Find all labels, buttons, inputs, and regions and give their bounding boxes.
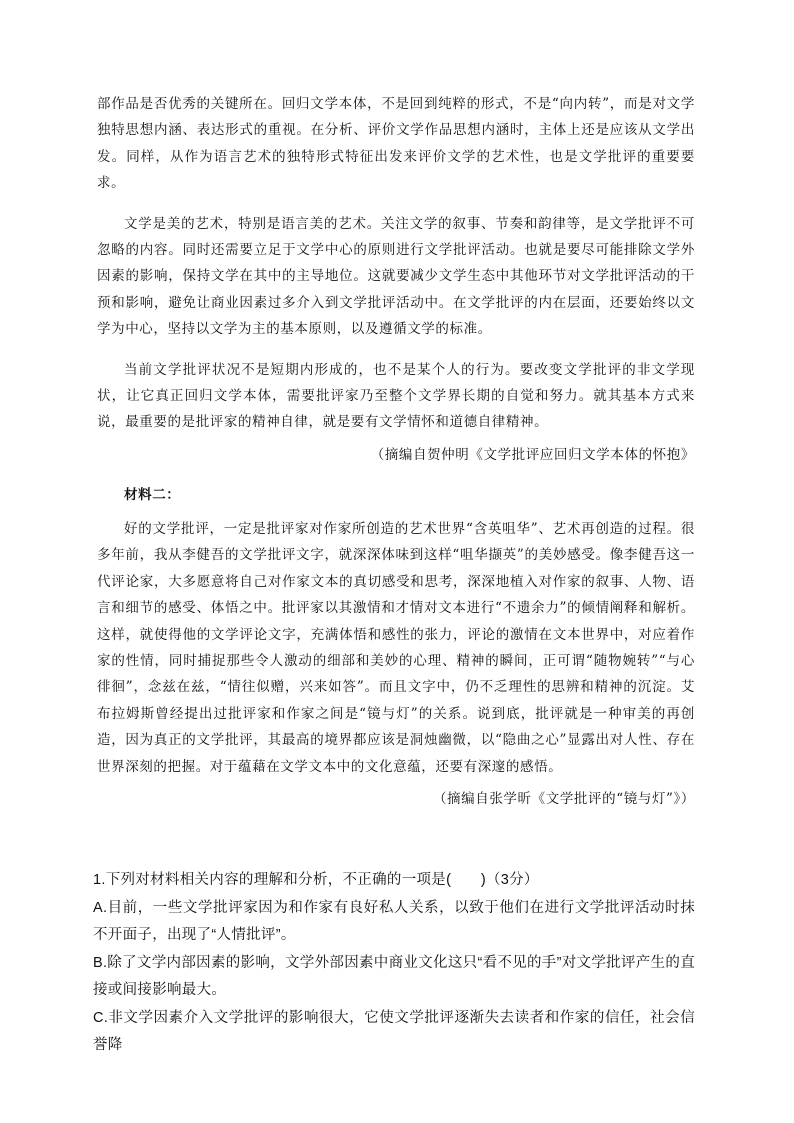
paragraph-literature-art: 文学是美的艺术，特别是语言美的艺术。关注文学的叙事、节奏和韵律等，是文学批评不可忽略的内容。同时还需要立足于文学中心的原则进行文学批评活动。也就是要尽可能排除文学外因素的影响，保持文学在其中的主导地位。这就要减少文学生态中其他环节对文学批评活动的干预和影响，避免让商业因素过多介入到文学批评活动中。在文学批评的内在层面，还要始终以文学为中心，坚持以文学为主的基本原则，以及遵循文学的标准。 (97, 215, 695, 338)
paragraph-gap (97, 343, 695, 357)
source-citation-two: （摘编自张学昕《文学批评的“镜与灯”》） (432, 790, 695, 807)
paragraph-material-two: 好的文学批评，一定是批评家对作家所创造的艺术世界“含英咀华”、艺术再创造的过程。很多年前，我从李健吾的文学批评文字，就深深体味到这样“咀华撷英”的美妙感受。像李健吾这一代评论家，大多愿意将自己对作家文本的真切感受和思考，深深地植入对作家的叙事、人物、语言和细节的感受、体悟之中。批评家以其激情和才情对文本进行“不遗余力”的倾情阐释和解析。这样，就使得他的文学评论文字，充满体悟和感性的张力，评论的激情在文本世界中，对应着作家的性情，同时捕捉那些令人激动的细部和美妙的心理、精神的瞬间，正可谓“随物婉转”“与心徘徊”，念兹在兹，“情往似赠，兴来如答”。而且文字中，仍不乏理性的思辨和精神的沉淀。艾布拉姆斯曾经提出过批评家和作家之间是“镜与灯”的关系。说到底，批评就是一种审美的再创造，因为真正的文学批评，其最高的境界都应该是洞烛幽微，以“隐曲之心”显露出对人性、存在世界深刻的把握。对于蕴藉在文学文本中的文化意蕴，还要有深邃的感悟。 (97, 520, 695, 775)
paragraph-current-criticism: 当前文学批评状况不是短期内形成的，也不是某个人的行为。要改变文学批评的非文学现状，让它真正回归文学本体，需要批评家乃至整个文学界长期的自觉和努力。就其基本方式来说，最重要的是批评家的精神自律，就是要有文学情怀和道德自律精神。 (97, 361, 695, 431)
source-citation-one: （摘编自贺仲明《文学批评应回归文学本体的怀抱》 (370, 446, 695, 463)
option-c: C.非文学因素介入文学批评的影响很大，它使文学批评逐渐失去读者和作家的信任，社会信誉降 (93, 1009, 695, 1053)
material-text (97, 91, 695, 812)
material-two-heading: 材料二： (124, 486, 181, 503)
option-a: A.目前，一些文学批评家因为和作家有良好私人关系，以致于他们在进行文学批评活动时抹不开面子，出现了“人情批评”。 (93, 899, 695, 943)
question-block (93, 867, 695, 1060)
option-b: B.除了文学内部因素的影响，文学外部因素中商业文化这只“看不见的手”对文学批评产生的直接或间接影响最大。 (93, 954, 695, 998)
paragraph-gap (97, 197, 695, 211)
paragraph-continued: 部作品是否优秀的关键所在。回归文学本体，不是回到纯粹的形式，不是“向内转”，而是对文学独特思想内涵、表达形式的重视。在分析、评价文学作品思想内涵时，主体上还是应该从文学出发。同样，从作为语言艺术的独特形式特征出发来评价文学的艺术性，也是文学批评的重要要求。 (97, 96, 695, 192)
question-stem: 1.下列对材料相关内容的理解和分析，不正确的一项是( )（3分） (93, 872, 539, 888)
